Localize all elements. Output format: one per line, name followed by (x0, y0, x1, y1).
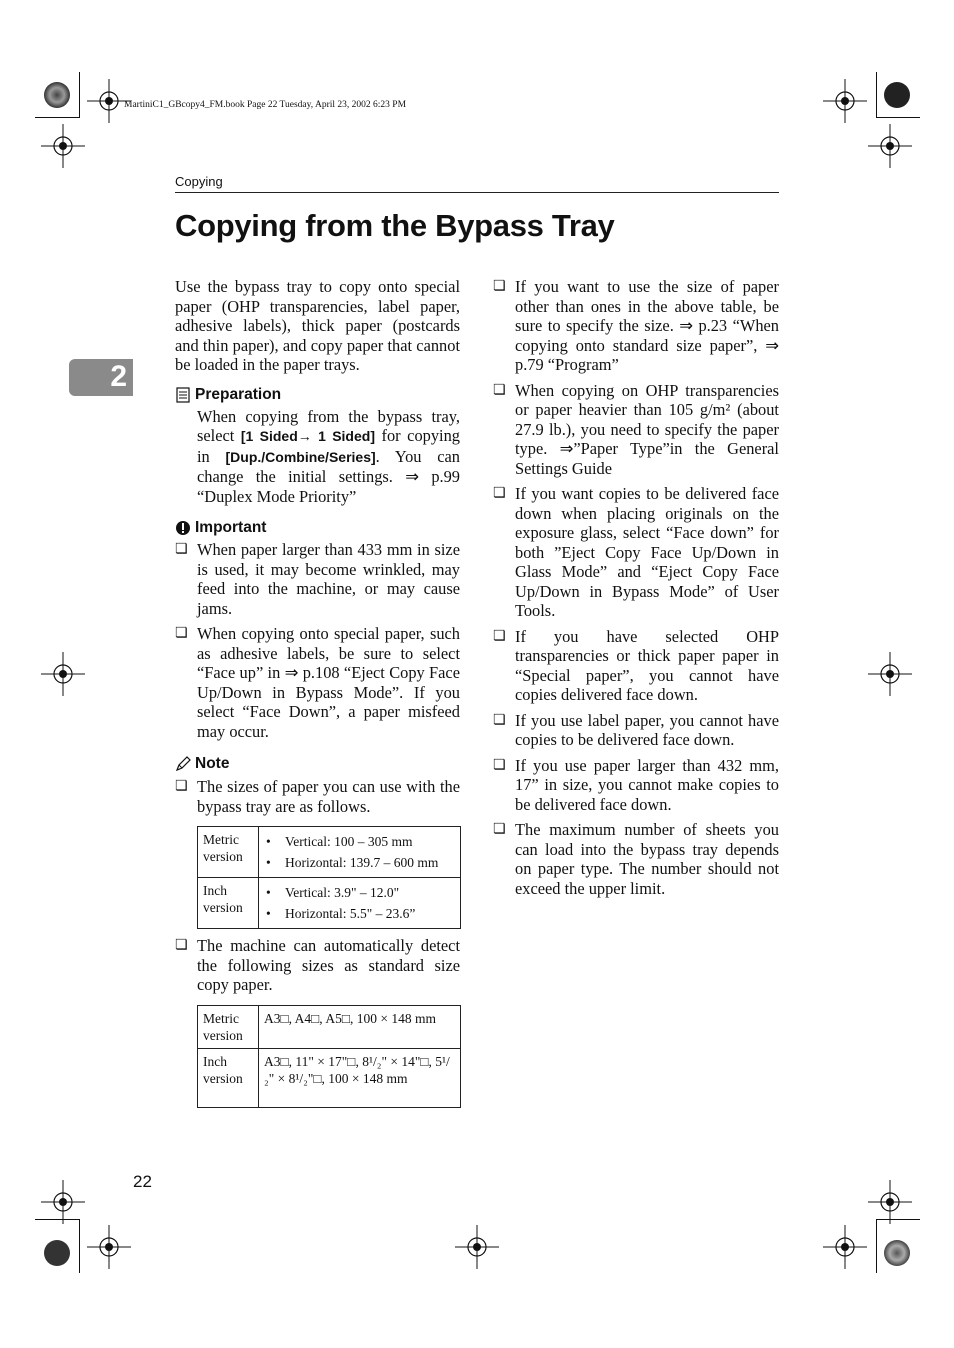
registration-mark-icon (868, 1180, 912, 1224)
note-title: Note (195, 755, 230, 772)
color-target-icon (884, 1240, 910, 1266)
crop-line (35, 1219, 79, 1220)
crop-line (35, 117, 79, 118)
pencil-icon (175, 756, 191, 772)
crop-line (79, 72, 80, 118)
list-item: ❏ If you use label paper, you cannot have copies to be delivered face down. (493, 711, 779, 750)
note-list-1 (175, 777, 460, 816)
list-item: ❏ The maximum number of sheets you can load into the bypass tray depends on paper type. The number should not exceed the upper limit. (493, 820, 779, 898)
key-dup-combine-series: [Dup./Combine/Series] (225, 448, 376, 465)
right-list (493, 277, 779, 898)
table-bullet: • Vertical: 3.9" – 12.0" (264, 882, 455, 903)
table-cell-label: Inch version (198, 1048, 259, 1107)
preparation-text-3: . You can change the initial settings. ⇒ p.99 “Duplex Mode Priority” (197, 446, 460, 506)
registration-mark-icon (823, 1225, 867, 1269)
crop-line (876, 1219, 920, 1220)
page-number: 22 (133, 1172, 152, 1191)
list-item: ❏ When paper larger than 433 mm in size is used, it may become wrinkled, may feed into the machine, or may cause jams. (175, 540, 460, 618)
table-row (198, 1048, 461, 1107)
crop-line (876, 117, 920, 118)
registration-mark-icon (455, 1225, 499, 1269)
note-heading (175, 755, 460, 773)
chapter-tab (69, 359, 133, 396)
color-target-icon (44, 82, 70, 108)
table-cell-label: Inch version (198, 878, 259, 929)
running-head: Copying (175, 174, 223, 189)
crop-line (876, 1219, 877, 1273)
table-cell: A3□, A4□, A5□, 100 × 148 mm (259, 1005, 461, 1048)
important-heading (175, 519, 460, 537)
list-item: ❏ When copying onto special paper, such as adhesive labels, be sure to select “Face up” in ⇒ p.108 “Eject Copy Face Up/Down in Bypass Mode”. If you select “Face Down”, a paper misfeed may occur. (175, 624, 460, 741)
standard-size-table (197, 1005, 461, 1108)
important-title: Important (195, 519, 267, 536)
registration-mark-icon (41, 1180, 85, 1224)
book-info-line: MartiniC1_GBcopy4_FM.book Page 22 Tuesday, April 23, 2002 6:23 PM (124, 100, 407, 110)
list-item: ❏ The sizes of paper you can use with the bypass tray are as follows. (175, 777, 460, 816)
registration-mark-icon (868, 652, 912, 696)
important-list (175, 540, 460, 741)
preparation-text (197, 407, 460, 507)
list-item: ❏ If you have selected OHP transparencies or thick paper paper in “Special paper”, you cannot have copies delivered face down. (493, 627, 779, 705)
preparation-heading (175, 386, 460, 404)
registration-mark-icon (41, 124, 85, 168)
list-item: ❏ If you want copies to be delivered face down when placing originals on the exposure glass, select “Face down” for both ”Eject Copy Face Up/Down in Glass Mode” and “Eject Copy Face Up/Down in Bypass Mode” of User Tools. (493, 484, 779, 621)
important-icon (175, 520, 191, 536)
list-item: ❏ If you use paper larger than 432 mm, 17” in size, you cannot make copies to be delivered face down. (493, 756, 779, 815)
color-target-icon (884, 82, 910, 108)
table-cell: A3□, 11" × 17"□, 8¹/₂" × 14"□, 5¹/₂" × 8¹/₂"□, 100 × 148 mm (259, 1048, 461, 1107)
list-item: ❏ If you want to use the size of paper other than ones in the above table, be sure to specify the size. ⇒ p.23 “When copying onto standard size paper”, ⇒ p.79 “Program” (493, 277, 779, 375)
table-row (198, 878, 461, 929)
table-bullet: • Horizontal: 139.7 – 600 mm (264, 852, 455, 873)
preparation-title: Preparation (195, 385, 282, 403)
list-item: ❏ The machine can automatically detect the following sizes as standard size copy paper. (175, 936, 460, 995)
table-bullet: • Vertical: 100 – 305 mm (264, 831, 455, 852)
note-list-2 (175, 936, 460, 995)
table-cell (259, 827, 461, 878)
list-item: ❏ When copying on OHP transparencies or paper heavier than 105 g/m² (about 27.9 lb.), you need to specify the paper type. ⇒”Paper Type”in the General Settings Guide (493, 381, 779, 479)
preparation-icon (175, 387, 191, 403)
table-bullet: • Horizontal: 5.5" – 23.6” (264, 903, 455, 924)
intro-paragraph: Use the bypass tray to copy onto special paper (OHP transparencies, label paper, adhesive labels), thick paper (postcards and thin paper), and copy paper that cannot be loaded in the paper trays. (175, 277, 460, 374)
registration-mark-icon (41, 652, 85, 696)
registration-mark-icon (87, 1225, 131, 1269)
table-row (198, 1005, 461, 1048)
registration-mark-icon (823, 79, 867, 123)
table-row (198, 827, 461, 878)
page-title: Copying from the Bypass Tray (175, 208, 615, 243)
registration-mark-icon (868, 124, 912, 168)
color-target-icon (44, 1240, 70, 1266)
crop-line (876, 72, 877, 118)
paper-size-table (197, 826, 461, 929)
preparation-text-1: When copying from the bypass tray, select (197, 406, 460, 445)
header-rule (175, 192, 779, 193)
key-1-sided: [1 Sided→ 1 Sided] (240, 428, 375, 444)
table-cell-label: Metric version (198, 827, 259, 878)
right-column (493, 277, 779, 898)
chapter-number: 2 (110, 360, 127, 393)
crop-line (79, 1219, 80, 1273)
preparation-text-2: for copying in (197, 426, 460, 466)
table-cell-label: Metric version (198, 1005, 259, 1048)
table-cell (259, 878, 461, 929)
left-column (175, 277, 460, 1108)
